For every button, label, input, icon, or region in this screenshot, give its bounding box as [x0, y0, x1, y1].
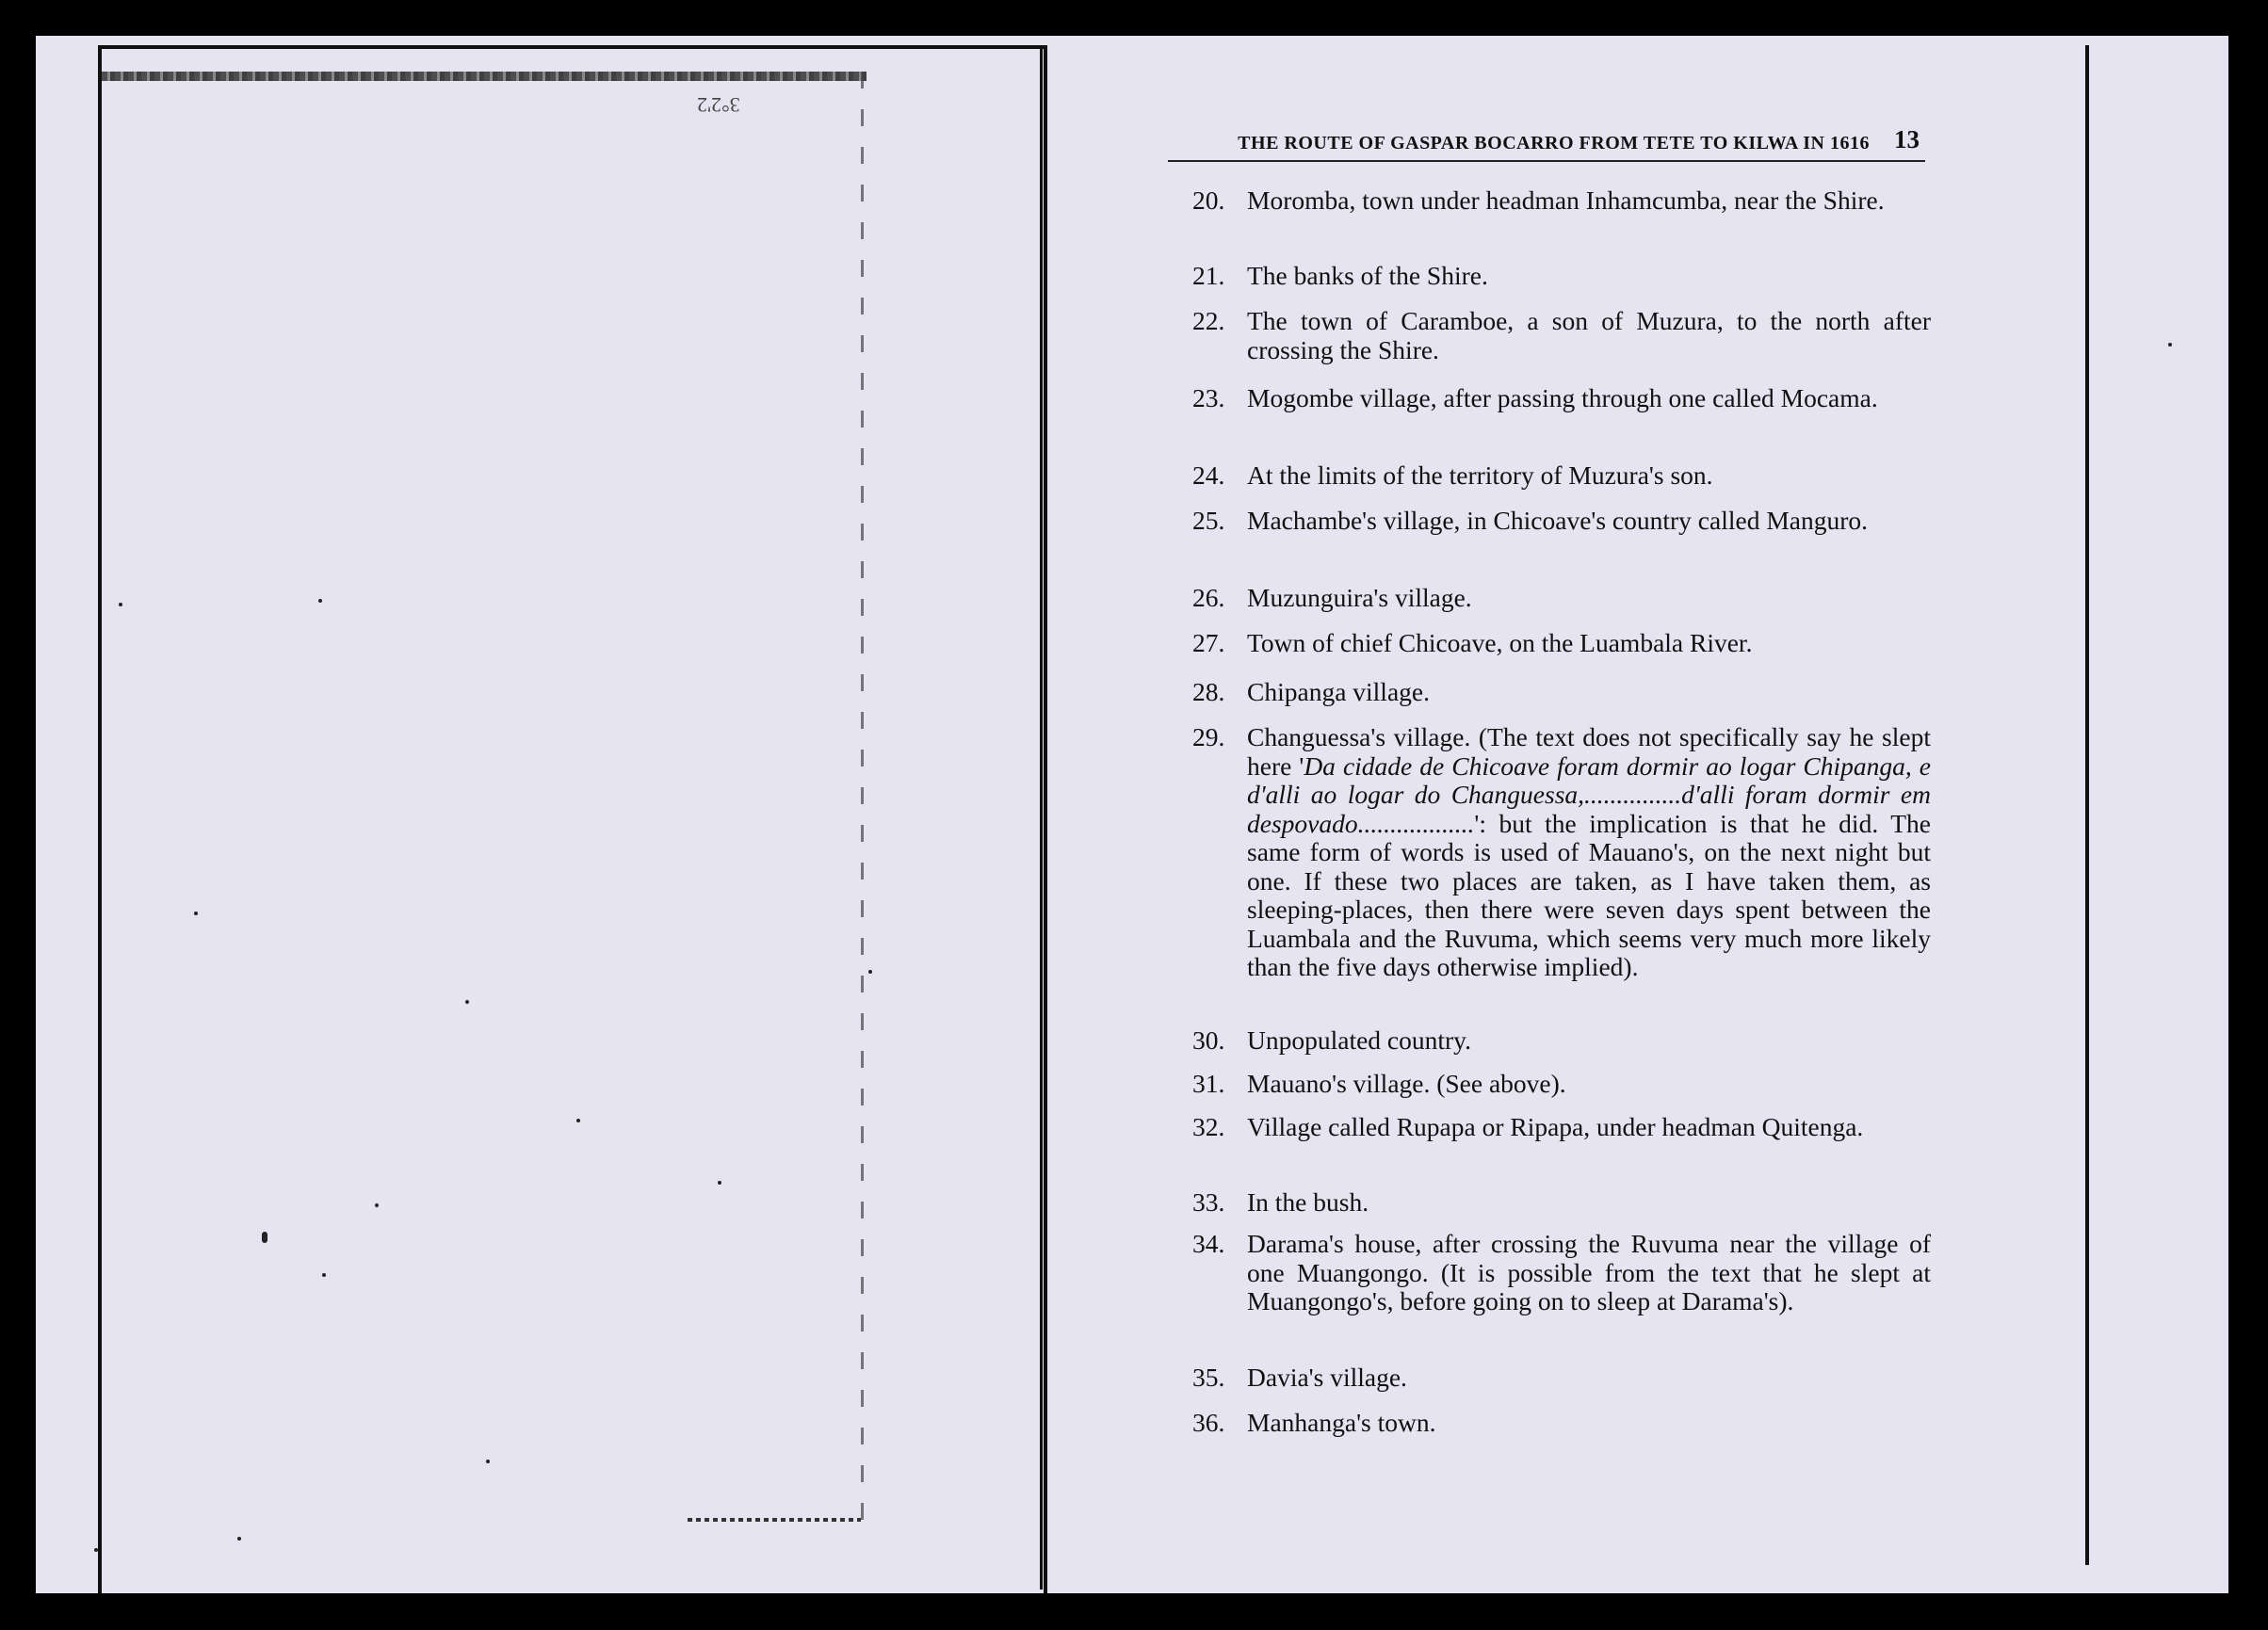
left-page-mirror-mark: 3°2'2 [697, 93, 740, 117]
list-item-number: 22. [1192, 306, 1225, 335]
list-item [1192, 186, 1931, 216]
left-page-bleed-border-right [861, 72, 864, 1522]
list-item [1192, 307, 1931, 364]
list-item-number: 32. [1192, 1112, 1225, 1141]
running-header [1168, 121, 1925, 162]
list-item-number: 24. [1192, 460, 1225, 490]
list-item [1192, 384, 1931, 413]
list-item-text: Mogombe village, after passing through one called Mocama. [1247, 383, 1878, 412]
list-item [1192, 723, 1931, 982]
page-number: 13 [1894, 125, 1920, 153]
list-item-number: 25. [1192, 506, 1225, 535]
speck [576, 1119, 580, 1122]
list-item-text: Muzunguira's village. [1247, 583, 1472, 612]
list-item-number: 35. [1192, 1363, 1225, 1392]
list-item-text: Darama's house, after crossing the Ruvuma near the village of one Muangongo. (It is possible from the text that he slept at Muangongo's, before going on to sleep at Darama's). [1247, 1229, 1931, 1315]
list-item-text: At the limits of the territory of Muzura's son. [1247, 460, 1713, 490]
entry-text-after: ': but the implication is that he did. The same form of words is used of Mauano's, on the next night but one. If these two places are taken, as I have taken them, as sleeping-places, then there were seven days spent between the Luambala and the Ruvuma, which seems very much more likely than the five days otherwise implied). [1247, 808, 1931, 981]
list-item-text: Manhanga's town. [1247, 1408, 1436, 1437]
speck [262, 1232, 267, 1243]
list-item-text: In the bush. [1247, 1187, 1369, 1217]
running-header-title: THE ROUTE OF GASPAR BOCARRO FROM TETE TO KILWA IN 1616 [1238, 133, 1870, 153]
speck [718, 1181, 721, 1185]
list-item-text: Town of chief Chicoave, on the Luambala River. [1247, 628, 1753, 657]
list-item-text: Unpopulated country. [1247, 1025, 1472, 1055]
speck [194, 912, 198, 915]
list-item [1192, 262, 1931, 291]
list-item [1192, 584, 1931, 613]
list-item [1192, 1070, 1931, 1099]
list-item-number: 29. [1192, 722, 1225, 751]
list-item-text: Village called Rupapa or Ripapa, under headman Quitenga. [1247, 1112, 1864, 1141]
entry-quote: Da cidade de Chicoave foram dormir ao logar Chipanga, e d'alli ao logar do Changuessa,...............d'alli foram dormir em despovado.................. [1247, 750, 1932, 838]
list-item-text: Chipanga village. [1247, 677, 1430, 706]
list-item [1192, 1188, 1931, 1218]
list-item-number: 28. [1192, 677, 1225, 706]
speck [237, 1537, 241, 1541]
speck [119, 603, 122, 606]
list-item-number: 34. [1192, 1229, 1225, 1258]
list-item [1192, 1026, 1931, 1056]
list-item-text: Machambe's village, in Chicoave's country called Manguro. [1247, 506, 1869, 535]
list-item-number: 31. [1192, 1069, 1225, 1098]
list-item-number: 27. [1192, 628, 1225, 657]
left-page-frame [98, 45, 1047, 1593]
list-item-number: 20. [1192, 186, 1225, 215]
list-item [1192, 1409, 1931, 1438]
list-item [1192, 1230, 1931, 1316]
list-item-number: 21. [1192, 261, 1225, 290]
speck [2168, 343, 2172, 347]
left-page-bleed-border-bottom [688, 1518, 861, 1522]
page-fold-line [1040, 45, 1043, 1590]
list-item-text: Moromba, town under headman Inhamcumba, near the Shire. [1247, 186, 1885, 215]
list-item-text: Mauano's village. (See above). [1247, 1069, 1566, 1098]
list-item-number: 33. [1192, 1187, 1225, 1217]
list-item-text: The banks of the Shire. [1247, 261, 1488, 290]
list-item [1192, 629, 1931, 658]
right-page-edge [2085, 45, 2089, 1565]
list-item-text: Davia's village. [1247, 1363, 1407, 1392]
speck [868, 970, 872, 974]
speck [375, 1203, 379, 1207]
list-item-number: 36. [1192, 1408, 1225, 1437]
list-item [1192, 461, 1931, 491]
entry-text-before: Changuessa's village. (The text does not specifically say he slept here ' [1247, 722, 1931, 781]
list-item-text [1247, 723, 1931, 982]
list-item-number: 30. [1192, 1025, 1225, 1055]
list-item [1192, 678, 1931, 707]
list-item-text: The town of Caramboe, a son of Muzura, to the north after crossing the Shire. [1247, 306, 1931, 364]
speck [318, 599, 322, 603]
speck [486, 1460, 490, 1463]
speck [94, 1548, 98, 1552]
list-item-number: 23. [1192, 383, 1225, 412]
list-item [1192, 507, 1931, 536]
list-item [1192, 1364, 1931, 1393]
speck [322, 1273, 326, 1277]
list-item-number: 26. [1192, 583, 1225, 612]
left-page-bleed-border-top [102, 72, 867, 81]
list-item [1192, 1113, 1931, 1142]
speck [465, 1000, 469, 1004]
